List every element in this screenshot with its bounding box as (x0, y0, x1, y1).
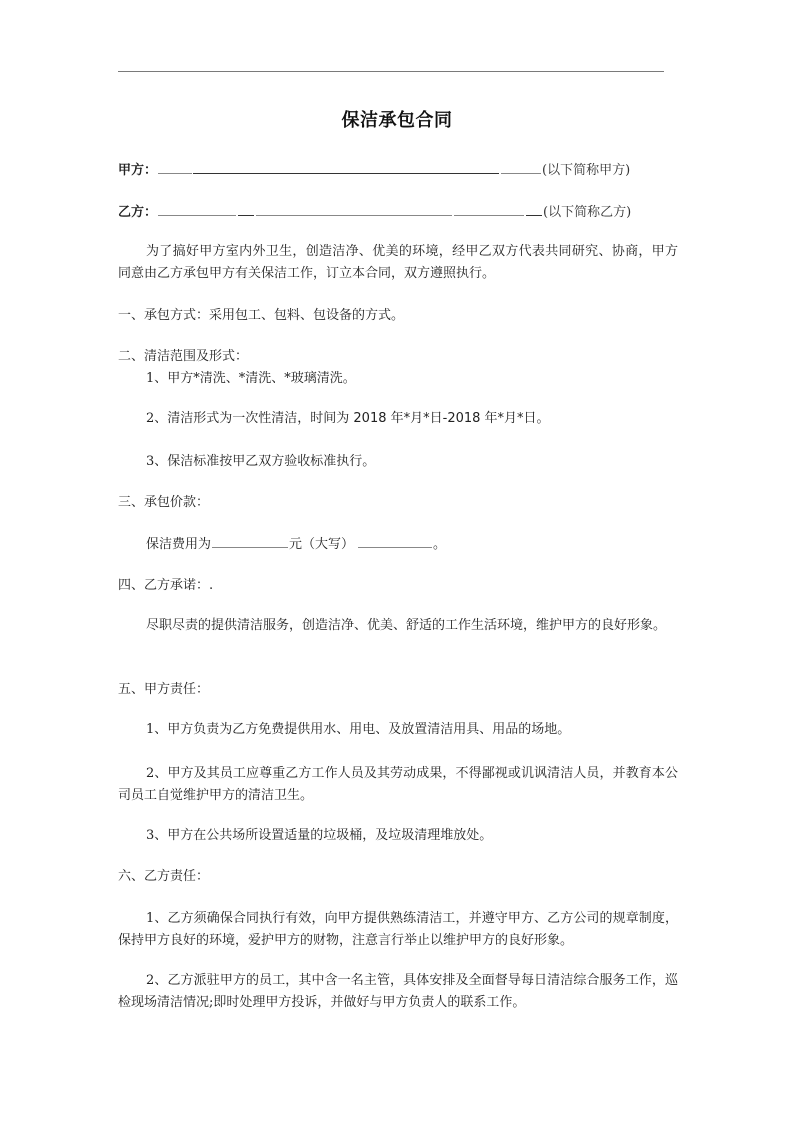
party-a-blank-2[interactable] (193, 160, 499, 174)
party-a-suffix: (以下简称甲方) (542, 163, 631, 178)
party-b-suffix: (以下简称乙方) (543, 205, 632, 220)
section-3-heading: 三、承包价款： (118, 495, 210, 510)
section-4-body: 尽职尽责的提供清洁服务，创造洁净、优美、舒适的工作生活环境，维护甲方的良好形象。 (146, 618, 667, 633)
party-a-blank-3[interactable] (501, 160, 541, 174)
section-6-heading: 六、乙方责任： (118, 869, 210, 884)
section-2-item-3: 3、保洁标准按甲乙双方验收标准执行。 (146, 454, 376, 469)
section-5-heading: 五、甲方责任： (118, 682, 210, 697)
fee-capital-blank[interactable] (358, 534, 432, 548)
section-2-heading: 二、清洁范围及形式： (118, 349, 249, 364)
party-b-blank-4[interactable] (454, 202, 524, 216)
party-a-line (118, 160, 630, 180)
section-2-item-2-date: 2018 年*月*日-2018 年*月*日。 (349, 411, 550, 426)
party-b-blank-5[interactable] (526, 202, 542, 216)
preamble: 为了搞好甲方室内外卫生，创造洁净、优美的环境，经甲乙双方代表共同研究、协商，甲方同意由乙方承包甲方有关保洁工作，订立本合同，双方遵照执行。 (118, 244, 678, 281)
section-2-item-1: 1、甲方*清洗、*清洗、*玻璃清洗。 (146, 371, 356, 386)
section-6-item-2: 2、乙方派驻甲方的员工，其中含一名主管，具体安排及全面督导每日清洁综合服务工作，巡检现场清洁情况;即时处理甲方投诉，并做好与甲方负责人的联系工作。 (118, 973, 678, 1010)
party-b-line (118, 202, 631, 222)
section-5-item-2: 2、甲方及其员工应尊重乙方工作人员及其劳动成果，不得鄙视或讥讽清洁人员，并教育本公司员工自觉维护甲方的清洁卫生。 (118, 766, 678, 803)
header-rule (118, 71, 664, 72)
party-a-label: 甲方： (118, 163, 158, 178)
party-b-blank-2[interactable] (238, 202, 254, 216)
party-a-blank-1[interactable] (158, 160, 192, 174)
document-title: 保洁承包合同 (341, 110, 453, 131)
fee-end: 。 (433, 537, 447, 552)
section-5-item-1: 1、甲方负责为乙方免费提供用水、用电、及放置清洁用具、用品的场地。 (146, 722, 571, 737)
section-3-fee (118, 534, 678, 556)
section-4-heading: 四、乙方承诺：. (118, 578, 214, 593)
fee-amount-blank[interactable] (212, 534, 288, 548)
section-1: 一、承包方式：采用包工、包料、包设备的方式。 (118, 308, 405, 323)
party-b-label: 乙方： (118, 205, 158, 220)
section-2-item-2 (118, 408, 678, 430)
fee-prefix: 保洁费用为 (146, 537, 212, 552)
party-b-blank-3[interactable] (256, 202, 452, 216)
party-b-blank-1[interactable] (158, 202, 236, 216)
section-6-item-1: 1、乙方须确保合同执行有效，向甲方提供熟练清洁工，并遵守甲方、乙方公司的规章制度，保持甲方良好的环境，爱护甲方的财物，注意言行举止以维护甲方的良好形象。 (118, 911, 678, 948)
section-5-item-3: 3、甲方在公共场所设置适量的垃圾桶，及垃圾清理堆放处。 (146, 828, 493, 843)
fee-mid: 元（大写） (289, 537, 355, 552)
section-2-item-2-text: 2、清洁形式为一次性清洁，时间为 (146, 411, 350, 426)
